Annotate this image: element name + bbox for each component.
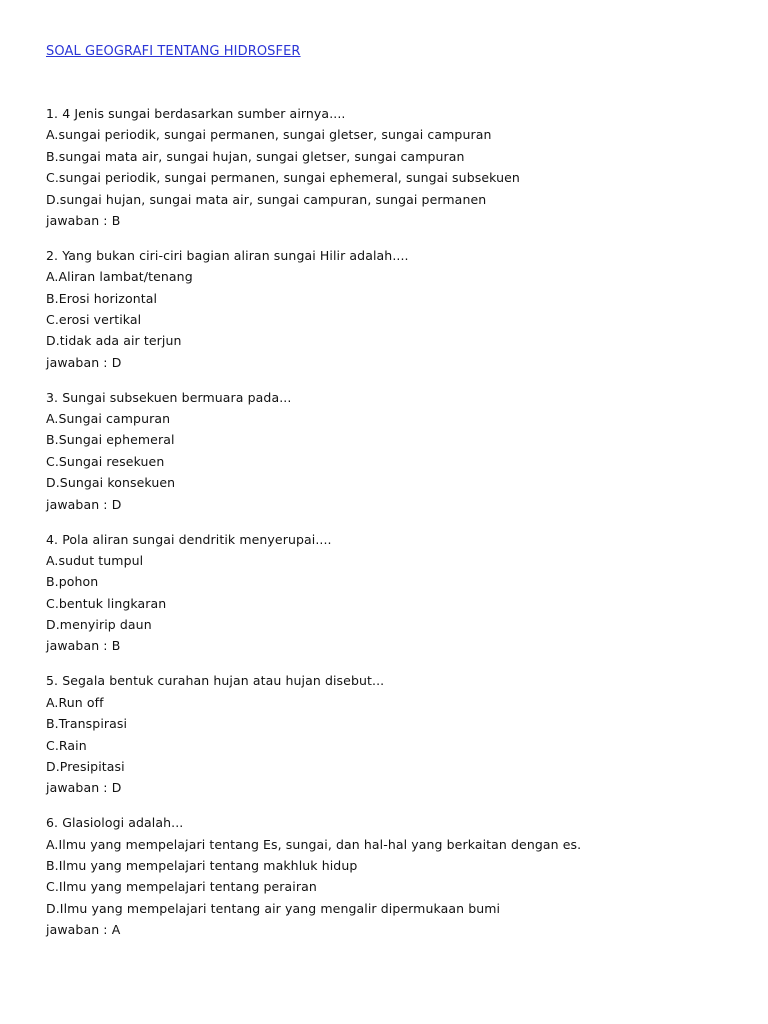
document-page (46, 40, 746, 941)
option-c: C.Rain (46, 737, 87, 753)
question-spacer (46, 515, 746, 529)
question-block-6 (46, 812, 746, 940)
answer-text: jawaban : B (46, 638, 121, 654)
answer-text: jawaban : A (46, 922, 121, 938)
option-b: B.pohon (46, 574, 99, 590)
option-b: B.Sungai ephemeral (46, 432, 175, 448)
option-d: D.sungai hujan, sungai mata air, sungai campuran, sungai permanen (46, 191, 487, 207)
question-text: 2. Yang bukan ciri-ciri bagian aliran sungai Hilir adalah.... (46, 247, 409, 263)
option-d: D.Presipitasi (46, 758, 125, 774)
option-b: B.Erosi horizontal (46, 290, 158, 306)
option-d: D.Sungai konsekuen (46, 475, 176, 491)
option-c: C.Sungai resekuen (46, 453, 165, 469)
question-block-2 (46, 245, 746, 373)
question-block-3 (46, 387, 746, 515)
question-block-4 (46, 529, 746, 657)
answer-text: jawaban : D (46, 354, 122, 370)
option-a: A.Aliran lambat/tenang (46, 269, 193, 285)
question-text: 6. Glasiologi adalah... (46, 815, 184, 831)
document-title-link[interactable]: SOAL GEOGRAFI TENTANG HIDROSFER (46, 44, 301, 59)
question-block-5 (46, 670, 746, 798)
question-block-1 (46, 103, 746, 231)
question-text: 3. Sungai subsekuen bermuara pada... (46, 389, 292, 405)
option-c: C.erosi vertikal (46, 312, 142, 328)
option-a: A.Run off (46, 694, 104, 710)
option-a: A.sudut tumpul (46, 552, 144, 568)
option-a: A.Ilmu yang mempelajari tentang Es, sungai, dan hal-hal yang berkaitan dengan es. (46, 836, 582, 852)
option-c: C.sungai periodik, sungai permanen, sungai ephemeral, sungai subsekuen (46, 170, 520, 186)
answer-text: jawaban : B (46, 212, 121, 228)
option-c: C.Ilmu yang mempelajari tentang perairan (46, 879, 317, 895)
question-spacer (46, 657, 746, 671)
question-spacer (46, 373, 746, 387)
option-d: D.Ilmu yang mempelajari tentang air yang mengalir dipermukaan bumi (46, 900, 501, 916)
option-b: B.Ilmu yang mempelajari tentang makhluk hidup (46, 858, 358, 873)
option-b: B.sungai mata air, sungai hujan, sungai gletser, sungai campuran (46, 148, 465, 164)
question-spacer (46, 231, 746, 245)
option-c: C.bentuk lingkaran (46, 595, 167, 611)
question-text: 1. 4 Jenis sungai berdasarkan sumber airnya.... (46, 106, 346, 121)
option-d: D.menyirip daun (46, 617, 152, 633)
answer-text: jawaban : D (46, 780, 122, 796)
question-text: 5. Segala bentuk curahan hujan atau hujan disebut... (46, 673, 385, 689)
option-d: D.tidak ada air terjun (46, 333, 182, 349)
option-a: A.Sungai campuran (46, 411, 171, 427)
answer-text: jawaban : D (46, 496, 122, 512)
title-spacer (46, 62, 746, 103)
question-spacer (46, 799, 746, 813)
option-b: B.Transpirasi (46, 716, 128, 732)
option-a: A.sungai periodik, sungai permanen, sungai gletser, sungai campuran (46, 127, 492, 143)
question-text: 4. Pola aliran sungai dendritik menyerupai.... (46, 531, 332, 547)
